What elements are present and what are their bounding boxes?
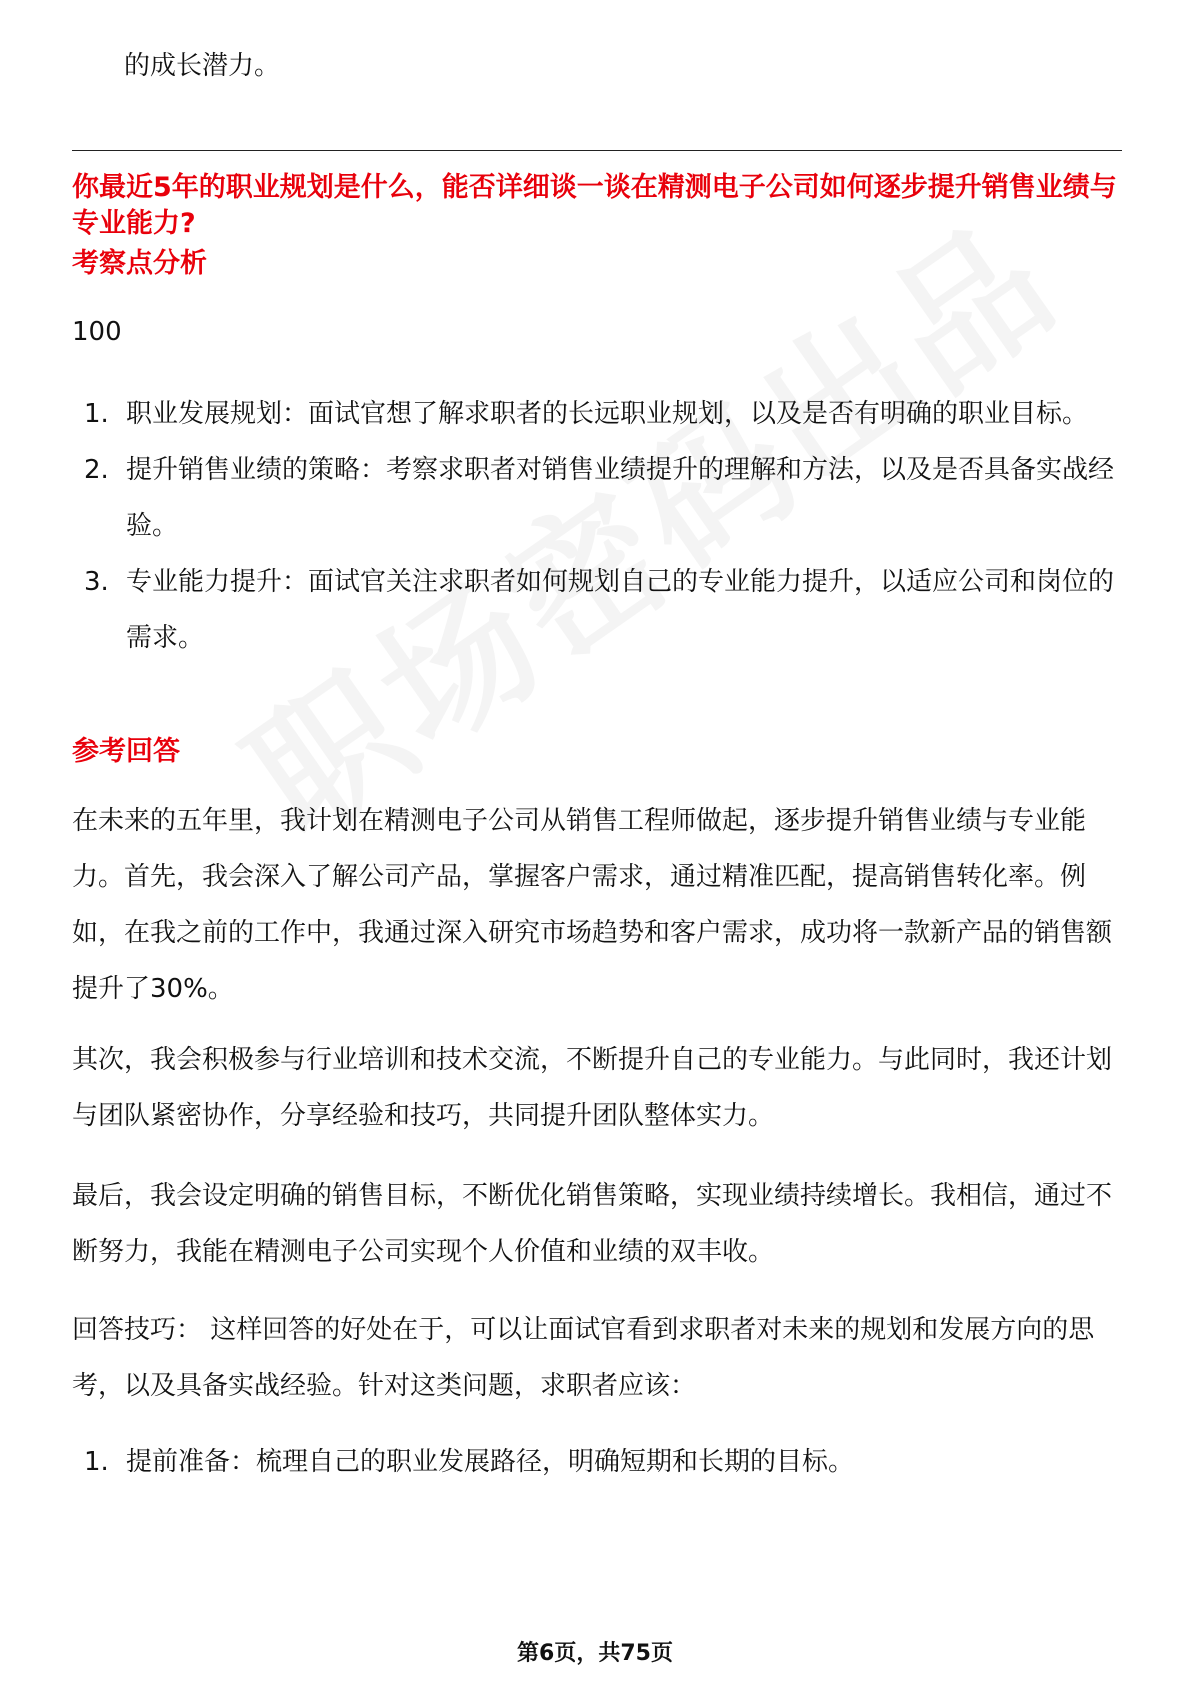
list-item	[84, 442, 1124, 554]
tips-paragraph: 回答技巧： 这样回答的好处在于，可以让面试官看到求职者对未来的规划和发展方向的思考，以及具备实战经验。针对这类问题，求职者应该：	[72, 1315, 1095, 1401]
list-text: 提升销售业绩的策略：考察求职者对销售业绩提升的理解和方法，以及是否具备实战经验。	[126, 455, 1115, 541]
list-number: 1.	[84, 1447, 109, 1477]
continuation-text: 的成长潜力。	[124, 51, 281, 81]
question-title: 你最近5年的职业规划是什么，能否详细谈一谈在精测电子公司如何逐步提升销售业绩与专业能力?	[72, 172, 1117, 239]
list-text: 提前准备：梳理自己的职业发展路径，明确短期和长期的目标。	[126, 1447, 855, 1477]
answer-heading: 参考回答	[72, 736, 180, 767]
list-item	[84, 1434, 1124, 1490]
list-item	[84, 554, 1124, 666]
analysis-heading: 考察点分析	[72, 248, 207, 279]
tips-list	[84, 1434, 1124, 1490]
analysis-score: 100	[72, 317, 122, 347]
answer-paragraph: 其次，我会积极参与行业培训和技术交流，不断提升自己的专业能力。与此同时，我还计划与团队紧密协作，分享经验和技巧，共同提升团队整体实力。	[72, 1045, 1113, 1131]
list-number: 2.	[84, 455, 109, 485]
analysis-list	[84, 386, 1124, 666]
list-text: 专业能力提升：面试官关注求职者如何规划自己的专业能力提升，以适应公司和岗位的需求。	[126, 567, 1115, 653]
list-number: 1.	[84, 399, 109, 429]
section-divider	[72, 150, 1122, 151]
list-text: 职业发展规划：面试官想了解求职者的长远职业规划，以及是否有明确的职业目标。	[126, 399, 1089, 429]
list-item	[84, 386, 1124, 442]
page-number: 第6页，共75页	[517, 1641, 673, 1666]
answer-paragraph: 在未来的五年里，我计划在精测电子公司从销售工程师做起，逐步提升销售业绩与专业能力。首先，我会深入了解公司产品，掌握客户需求，通过精准匹配，提高销售转化率。例如，在我之前的工作中，我通过深入研究市场趋势和客户需求，成功将一款新产品的销售额提升了30%。	[72, 806, 1113, 1004]
answer-paragraph: 最后，我会设定明确的销售目标，不断优化销售策略，实现业绩持续增长。我相信，通过不断努力，我能在精测电子公司实现个人价值和业绩的双丰收。	[72, 1181, 1113, 1267]
list-number: 3.	[84, 567, 109, 597]
